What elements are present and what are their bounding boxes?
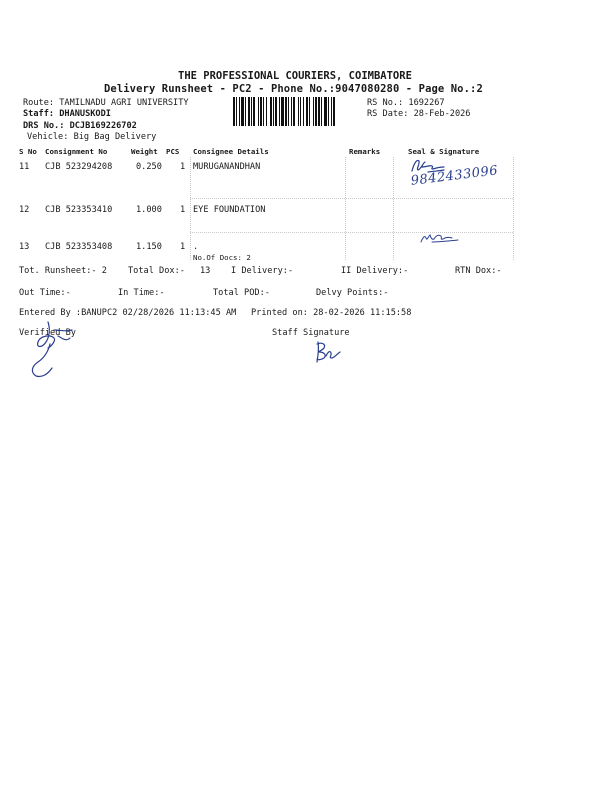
row-weight: 1.150	[136, 242, 162, 252]
row-consignment: CJB 523294208	[45, 162, 113, 172]
row-consignee: MURUGANANDHAN	[193, 162, 261, 172]
row-consignment: CJB 523353408	[45, 242, 113, 252]
col-seal-signature: Seal & Signature	[408, 147, 480, 156]
out-time: Out Time:-	[19, 288, 71, 298]
entered-by: Entered By :BANUPC2 02/28/2026 11:13:45 AM	[19, 308, 237, 318]
staff-label: Staff: DHANUSKODI	[23, 109, 111, 119]
row11-phone-handwritten: 9842433096	[410, 163, 499, 189]
verified-by-label: Verified By	[19, 328, 76, 338]
rtn-dox: RTN Dox:-	[455, 266, 502, 276]
staff-signature-label: Staff Signature	[272, 328, 350, 338]
drs-number: DRS No.: DCJB169226702	[23, 121, 137, 131]
vehicle-label: Vehicle: Big Bag Delivery	[27, 132, 157, 142]
row-pcs: 1	[180, 242, 186, 252]
in-time: In Time:-	[118, 288, 165, 298]
staff-signature-image	[310, 338, 344, 366]
verified-by-signature-image	[28, 318, 78, 380]
table-divider	[190, 157, 191, 260]
col-sno: S No	[19, 147, 37, 156]
delvy-points: Delvy Points:-	[316, 288, 389, 298]
printed-on: Printed on: 28-02-2026 11:15:58	[251, 308, 412, 318]
col-consignment: Consignment No	[45, 147, 108, 156]
rs-date: RS Date: 28-Feb-2026	[367, 109, 471, 119]
barcode-image	[233, 97, 364, 126]
row-consignee: EYE FOUNDATION	[193, 205, 266, 215]
row-weight: 0.250	[136, 162, 162, 172]
row13-signature-image	[418, 228, 466, 248]
table-divider	[513, 157, 514, 260]
row-consignee: .	[193, 242, 199, 252]
row-pcs: 1	[180, 205, 186, 215]
col-remarks: Remarks	[349, 147, 381, 156]
total-dox-value: 13	[200, 266, 211, 276]
row-sno: 12	[19, 205, 30, 215]
tot-runsheet: Tot. Runsheet:- 2	[19, 266, 107, 276]
row-weight: 1.000	[136, 205, 162, 215]
table-divider	[190, 198, 513, 199]
row-sno: 11	[19, 162, 30, 172]
col-consignee: Consignee Details	[193, 147, 269, 156]
total-pod: Total POD:-	[213, 288, 270, 298]
row-sno: 13	[19, 242, 30, 252]
total-dox-label: Total Dox:-	[128, 266, 185, 276]
no-of-docs: No.Of Docs: 2	[193, 253, 251, 262]
col-pcs: PCS	[166, 147, 180, 156]
runsheet-subtitle: Delivery Runsheet - PC2 - Phone No.:9047080280 - Page No.:2	[104, 83, 483, 95]
row-pcs: 1	[180, 162, 186, 172]
col-weight: Weight	[131, 147, 158, 156]
table-divider	[393, 157, 394, 260]
company-title: THE PROFESSIONAL COURIERS, COIMBATORE	[178, 70, 412, 82]
ii-delivery: II Delivery:-	[341, 266, 409, 276]
row-consignment: CJB 523353410	[45, 205, 113, 215]
rs-number: RS No.: 1692267	[367, 98, 445, 108]
i-delivery: I Delivery:-	[231, 266, 294, 276]
table-divider	[345, 157, 346, 260]
route-label: Route: TAMILNADU AGRI UNIVERSITY	[23, 98, 189, 108]
